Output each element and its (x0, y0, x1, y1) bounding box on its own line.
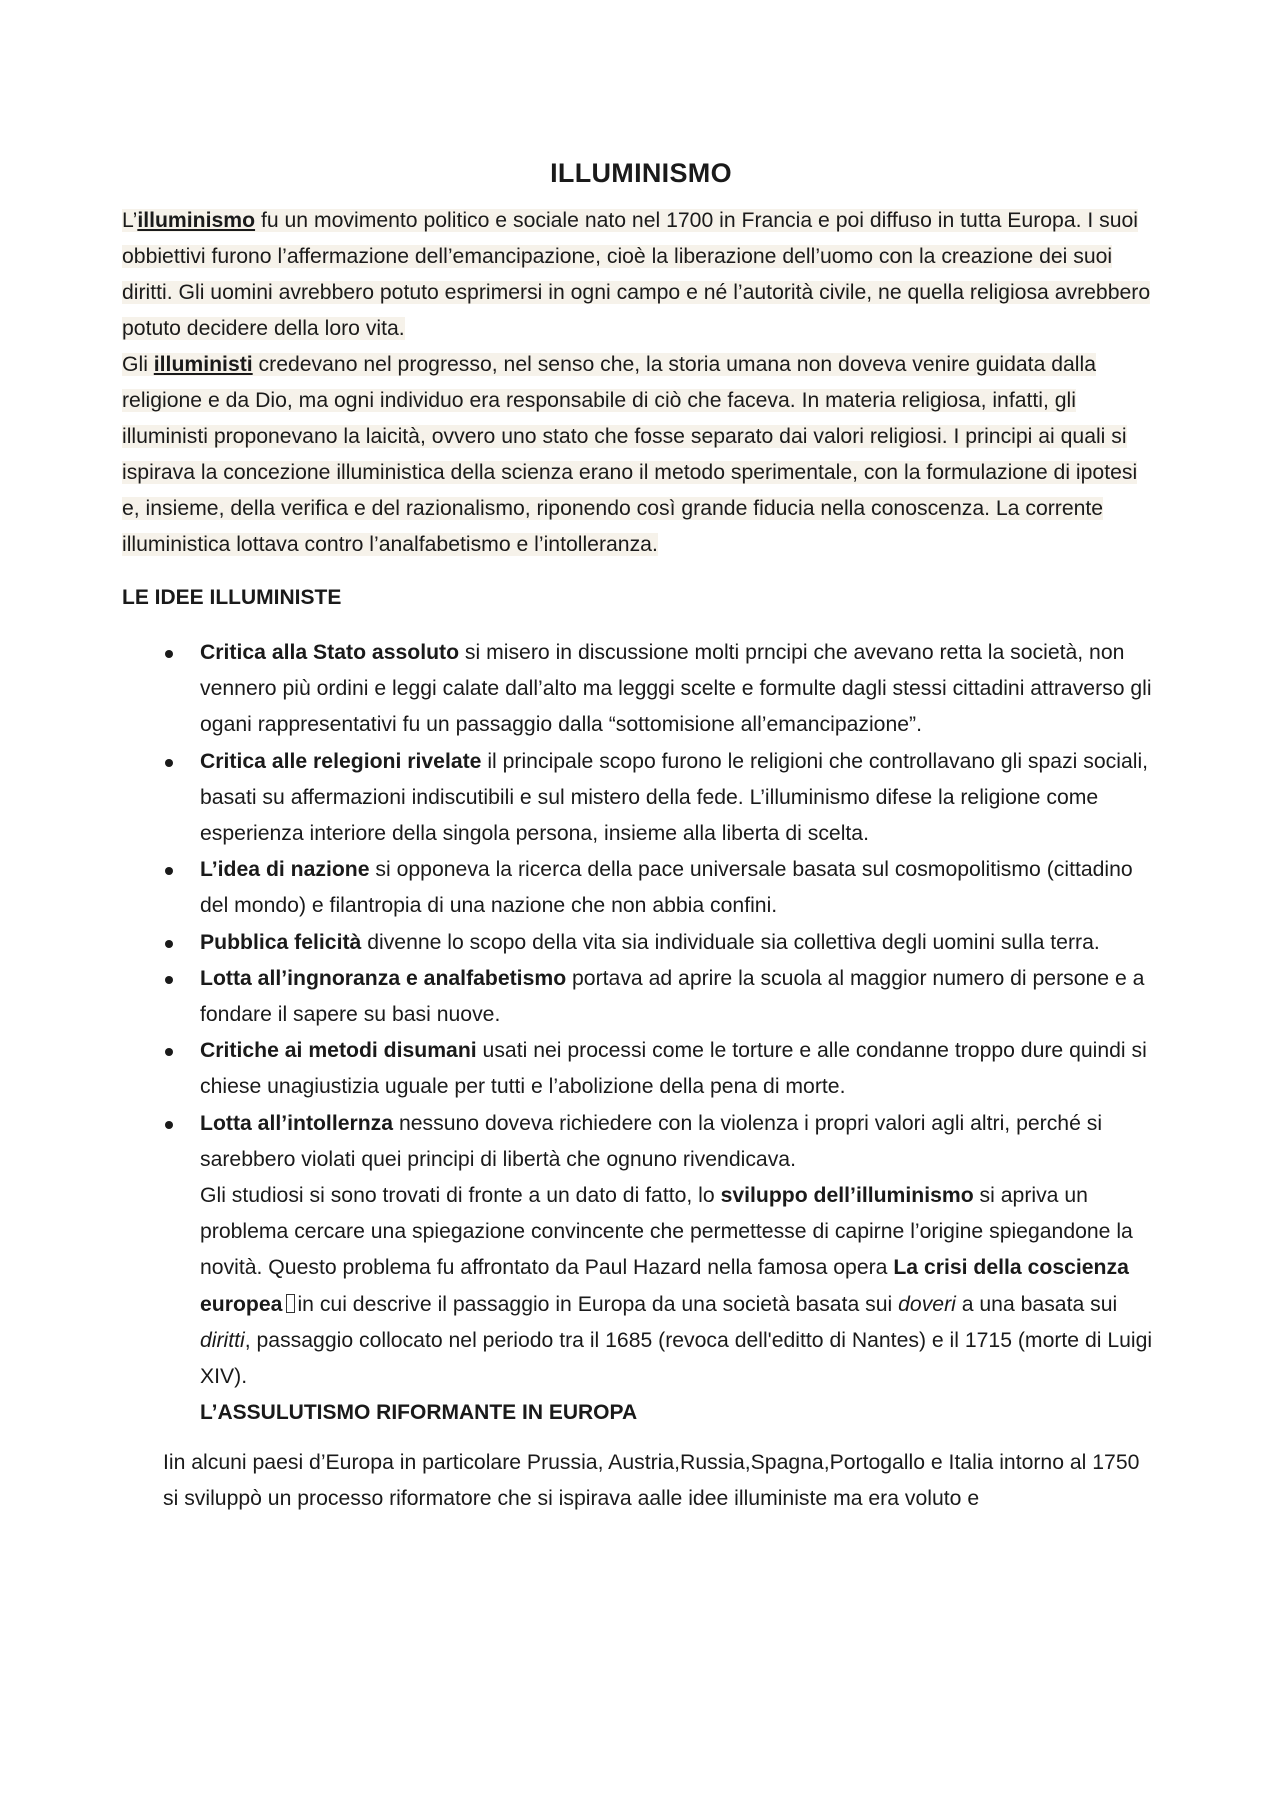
list-item-title: Lotta all’intollernza (200, 1111, 394, 1135)
intro-highlight (122, 209, 1150, 556)
intro-p2-body: credevano nel progresso, nel senso che, la storia umana non doveva venire guidata dalla religione e da Dio, ma ogni individuo era responsabile di ciò che faceva. In materia religiosa, infatti, gli illuministi proponevano la laicità, ovvero uno stato che fosse separato dai valori religiosi. I principi ai quali si ispirava la concezione illuministica della scienza erano il metodo sperimentale, con la formulazione di ipotesi e, insieme, della verifica e del razionalismo, riponendo così grande fiducia nella conoscenza. La corrente illuministica lottava contro l’analfabetismo e l’intolleranza. (122, 353, 1138, 556)
list-item (200, 744, 1160, 853)
continuation-paragraph (200, 1178, 1160, 1395)
list-item (200, 925, 1160, 961)
cont-em-diritti: diritti (200, 1328, 245, 1352)
intro-p1-body: fu un movimento politico e sociale nato nel 1700 in Francia e poi diffuso in tutta Europa. I suoi obbiettivi furono l’affermazione dell’emancipazione, cioè la liberazione dell’uomo con la creazione dei suoi diritti. Gli uomini avrebbero potuto esprimersi in ogni campo e né l’autorità civile, ne quella religiosa avrebbero potuto decidere della loro vita. (122, 209, 1151, 340)
list-item-text: il principale scopo furono le religioni che controllavano gli spazi sociali, basati su affermazioni indiscutibili e sul mistero della fede. L’illuminismo difese la religione come esperienza interiore della singola persona, insieme alla liberta di scelta. (200, 749, 1149, 846)
bullet-icon (165, 976, 173, 984)
cont-text-3: in cui descrive il passaggio in Europa da una società basata sui (297, 1292, 899, 1316)
document-title: ILLUMINISMO (550, 158, 732, 188)
reform-paragraph: Iin alcuni paesi d’Europa in particolare Prussia, Austria,Russia,Spagna,Portogallo e Italia intorno al 1750 si sviluppò un processo riformatore che si ispirava aalle idee illuministe ma era voluto e (163, 1451, 1140, 1511)
cont-bold-sviluppo: sviluppo dell’illuminismo (720, 1184, 974, 1208)
cont-text-5: , passaggio collocato nel periodo tra il 1685 (revoca dell'editto di Nantes) e il 1715 (morte di Luigi XIV). (200, 1328, 1153, 1389)
term-illuministi: illuministi (153, 353, 253, 376)
section-heading-ideas: LE IDEE ILLUMINISTE (122, 586, 342, 609)
bullet-icon (165, 940, 173, 948)
list-item (200, 961, 1160, 1033)
term-illuminismo: illuminismo (137, 209, 256, 232)
list-item (200, 1033, 1160, 1105)
bullet-icon (165, 1048, 173, 1056)
list-item-title: Critica alle relegioni rivelate (200, 749, 482, 773)
cont-text-4: a una basata sui (955, 1292, 1118, 1316)
intro-p2-prefix: Gli (122, 353, 154, 376)
list-item-text: nessuno doveva richiedere con la violenza i propri valori agli altri, perché si sarebbero violati quei principi di libertà che ognuno rivendicava. (200, 1111, 1103, 1171)
list-item (200, 635, 1160, 744)
section-heading-reform: L’ASSULUTISMO RIFORMANTE IN EUROPA (200, 1401, 638, 1425)
list-item-text: si misero in discussione molti prncipi che avevano retta la società, non vennero più ordini e leggi calate dall’alto ma legggi scelte e formulte dagli stessi cittadini attraverso gli ogani rappresentativi fu un passaggio dalla “sottomisione all’emancipazione”. (200, 641, 1152, 737)
cont-em-doveri: doveri (898, 1292, 956, 1316)
ideas-list (122, 635, 1160, 1178)
list-item-text: divenne lo scopo della vita sia individuale sia collettiva degli uomini sulla terra. (361, 930, 1100, 954)
cont-text-2: si apriva un problema cercare una spiegazione convincente che permettesse di capirne l’origine spiegandone la novità. Questo problema fu affrontato da Paul Hazard nella famosa opera (200, 1184, 1133, 1280)
intro-p1-prefix: L’ (122, 209, 138, 232)
bullet-icon (165, 867, 173, 875)
bullet-icon (165, 650, 173, 658)
list-item-text: portava ad aprire la scuola al maggior numero di persone e a fondare il sapere su basi nuove. (200, 966, 1145, 1027)
list-item-text: usati nei processi come le torture e alle condanne troppo dure quindi si chiese unagiustizia uguale per tutti e l’abolizione della pena di morte. (200, 1039, 1147, 1099)
list-item-title: Pubblica felicità (200, 930, 362, 954)
bullet-icon (165, 759, 173, 767)
bullet-icon (165, 1121, 173, 1129)
cont-bold-opera: La crisi della coscienza europea (200, 1256, 1129, 1316)
cont-text-1: Gli studiosi si sono trovati di fronte a un dato di fatto, lo (200, 1184, 721, 1208)
list-item (200, 852, 1160, 924)
list-item-text: si opponeva la ricerca della pace universale basata sul cosmopolitismo (cittadino del mondo) e filantropia di una nazione che non abbia confini. (200, 858, 1133, 918)
list-item-title: Critiche ai metodi disumani (200, 1039, 477, 1063)
list-item-title: Critica alla Stato assoluto (200, 641, 460, 664)
list-item (200, 1106, 1160, 1178)
intro-paragraph (122, 203, 1160, 563)
missing-glyph-icon (286, 1294, 295, 1313)
list-item-title: L’idea di nazione (200, 858, 370, 882)
list-item-title: Lotta all’ingnoranza e analfabetismo (200, 966, 567, 990)
